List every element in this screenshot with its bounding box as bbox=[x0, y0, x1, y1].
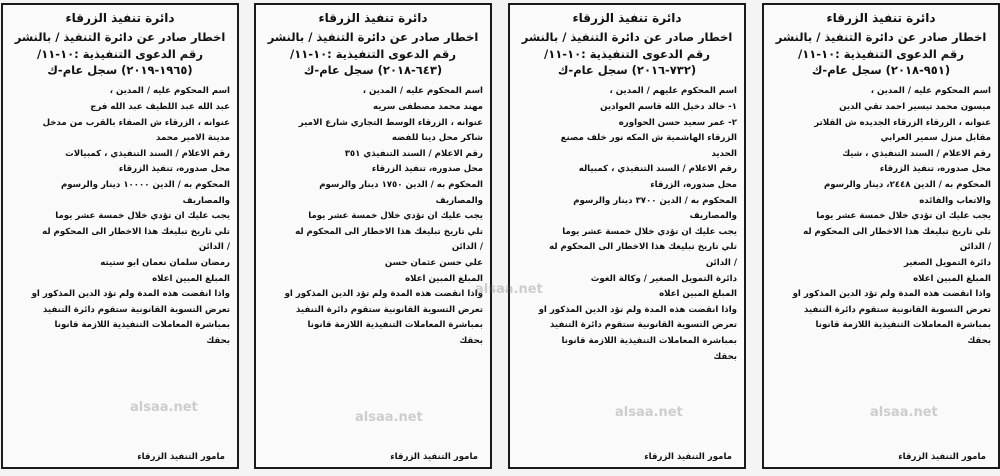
watermark: alsaa.net bbox=[615, 405, 683, 420]
notice-line: يجب عليك ان تؤدي خلال خمسة عشر يوما bbox=[562, 226, 737, 237]
notice-title: دائرة تنفيذ الزرقاء bbox=[65, 11, 175, 25]
notice-line: المبلغ المبين اعلاه bbox=[913, 273, 991, 284]
notice-footer: مامور التنفيذ الزرقاء bbox=[644, 452, 732, 462]
notice-line: مهند محمد مصطفى سريه bbox=[373, 102, 483, 112]
notice-line: يجب عليك ان تؤدي خلال خمسة عشر يوما bbox=[816, 211, 991, 222]
notice-line: المبلغ المبين اعلاه bbox=[405, 273, 483, 284]
notice-line: تعرض التسوية القانونية ستقوم دائرة التنفيذ bbox=[549, 320, 737, 331]
notice-line: عنوانه ، الزرقاء الوسط التجاري شارع الامير bbox=[298, 117, 483, 128]
notice-line: والمصاريف bbox=[435, 195, 483, 206]
notice-line: بحقك bbox=[967, 335, 991, 346]
notice-line: بحقك bbox=[206, 335, 230, 346]
notice-line: يجب عليك ان تؤدي خلال خمسة عشر يوما bbox=[308, 211, 483, 222]
notice-line: عنوانه ، الزرقاء ش الصفاء بالقرب من مدخل bbox=[42, 117, 230, 128]
notice-line: رقم الاعلام / السند التنفيذي ٣٥١ bbox=[344, 148, 483, 159]
notice-line: عبد الله عبد اللطيف عبد الله فرج bbox=[90, 102, 230, 112]
case-label: رقم الدعوى التنفيذية :١٠-١١/ bbox=[798, 46, 964, 61]
notice-line: / الدائن bbox=[705, 257, 737, 268]
notice-3 bbox=[254, 3, 492, 469]
notice-footer: مامور التنفيذ الزرقاء bbox=[898, 452, 986, 462]
notice-line: المحكوم به / الدين ٢٤٤٨، دينار والرسوم bbox=[823, 179, 991, 190]
notice-subtitle: اخطار صادر عن دائرة التنفيذ / بالنشر bbox=[521, 29, 733, 44]
notice-line: ١- خالد دخيل الله قاسم العوادين bbox=[600, 102, 737, 112]
notice-line: / الدائن bbox=[198, 242, 230, 253]
notice-line: تلي تاريخ تبليغك هذا الاخطار الى المحكوم له bbox=[803, 226, 991, 237]
notice-subtitle: اخطار صادر عن دائرة التنفيذ / بالنشر bbox=[267, 29, 479, 44]
notice-line: بمباشرة المعاملات التنفيذية اللازمة قانونا bbox=[54, 320, 230, 331]
notice-line: الحديد bbox=[711, 148, 737, 159]
notice-line: ميسون محمد تيسير احمد تقي الدين bbox=[839, 102, 991, 112]
notice-line: يجب عليك ان تؤدي خلال خمسة عشر يوما bbox=[55, 211, 230, 222]
notice-line: محل صدوره، تنفيذ الزرقاء bbox=[371, 164, 483, 175]
notice-line: محل صدوره، الزرقاء bbox=[650, 179, 737, 190]
notice-line: المبلغ المبين اعلاه bbox=[659, 289, 737, 300]
notice-line: / الدائن bbox=[451, 242, 483, 253]
notice-body bbox=[771, 84, 991, 349]
notice-line: مقابل منزل سمير العرابي bbox=[880, 133, 991, 144]
notice-line: بحقك bbox=[713, 351, 737, 362]
notice-line: رقم الاعلام / السند التنفيذي ، كمبياله bbox=[578, 164, 737, 175]
notice-line: عنوانه ، الزرقاء الزرقاء الجديده ش القلاتر bbox=[814, 117, 991, 128]
notice-subtitle: اخطار صادر عن دائرة التنفيذ / بالنشر bbox=[14, 29, 226, 44]
notice-line: بمباشرة المعاملات التنفيذية اللازمة قانونا bbox=[307, 320, 483, 331]
notice-line: والمصاريف bbox=[689, 211, 737, 222]
case-label: رقم الدعوى التنفيذية :١٠-١١/ bbox=[290, 46, 456, 61]
notice-line: دائرة التمويل الصغير / وكالة الغوث bbox=[590, 273, 737, 284]
notice-line: شاكر محل دينا للفضه bbox=[391, 133, 483, 144]
notice-body bbox=[263, 84, 483, 349]
notice-2 bbox=[508, 3, 746, 469]
notice-title: دائرة تنفيذ الزرقاء bbox=[572, 11, 682, 25]
case-number: (٩٥١-٢٠١٨) سجل عام-ك bbox=[811, 63, 951, 78]
notice-title: دائرة تنفيذ الزرقاء bbox=[826, 11, 936, 25]
notice-line: رقم الاعلام / السند التنفيذي ، شيك bbox=[842, 148, 991, 159]
case-label: رقم الدعوى التنفيذية :١٠-١١/ bbox=[544, 46, 710, 61]
notice-line: اسم المحكوم عليهم / المدين ، bbox=[609, 86, 737, 97]
notice-line: دائرة التمويل الصغير bbox=[903, 257, 991, 268]
notice-line: رمضان سلمان نعمان ابو ستيته bbox=[100, 257, 230, 268]
notice-line: الزرقاء الهاشمية ش المكه نور خلف مصنع bbox=[560, 133, 737, 144]
notice-1 bbox=[762, 3, 1000, 469]
notice-line: المبلغ المبين اعلاه bbox=[152, 273, 230, 284]
notice-line: المحكوم به / الدين ١٧٥٠ دينار والرسوم bbox=[319, 179, 483, 190]
notice-line: محل صدوره، تنفيذ الزرقاء bbox=[118, 164, 230, 175]
notice-line: رقم الاعلام / السند التنفيذي ، كمبيالات bbox=[65, 148, 230, 159]
notice-line: تعرض التسوية القانونية ستقوم دائرة التنفيذ bbox=[803, 304, 991, 315]
notice-subtitle: اخطار صادر عن دائرة التنفيذ / بالنشر bbox=[775, 29, 987, 44]
notice-line: / الدائن bbox=[959, 242, 991, 253]
notice-line: والمصاريف bbox=[182, 195, 230, 206]
notice-body bbox=[10, 84, 230, 349]
notice-line: علي حسن عثمان حسن bbox=[384, 257, 483, 268]
notice-footer: مامور التنفيذ الزرقاء bbox=[137, 452, 225, 462]
notice-line: واذا انقضت هذه المدة ولم تؤد الدين المذكور او bbox=[792, 289, 991, 300]
case-number: (١٩٦٥-٢٠١٩) سجل عام-ك bbox=[47, 63, 193, 78]
watermark: alsaa.net bbox=[355, 410, 423, 425]
notice-line: بمباشرة المعاملات التنفيذية اللازمة قانونا bbox=[815, 320, 991, 331]
notice-title: دائرة تنفيذ الزرقاء bbox=[318, 11, 428, 25]
case-number: (٦٤٣-٢٠١٨) سجل عام-ك bbox=[303, 63, 443, 78]
watermark: alsaa.net bbox=[130, 400, 198, 415]
notice-line: تلي تاريخ تبليغك هذا الاخطار الى المحكوم له bbox=[549, 242, 737, 253]
notice-line: بحقك bbox=[459, 335, 483, 346]
notice-line: محل صدوره، تنفيذ الزرقاء bbox=[879, 164, 991, 175]
notice-line: واذا انقضت هذه المدة ولم تؤد الدين المذكور او bbox=[538, 304, 737, 315]
notice-line: المحكوم به / الدين ١٠٠٠٠ دينار والرسوم bbox=[61, 179, 230, 190]
notice-line: اسم المحكوم عليه / المدين ، bbox=[362, 86, 483, 97]
notice-line: تلي تاريخ تبليغك هذا الاخطار الى المحكوم له bbox=[42, 226, 230, 237]
notice-line: ٢- عمر سعيد حسن الحواوره bbox=[618, 117, 737, 128]
notice-body bbox=[517, 84, 737, 365]
case-label: رقم الدعوى التنفيذية :١٠-١١/ bbox=[37, 46, 203, 61]
notice-4 bbox=[1, 3, 239, 469]
watermark: alsaa.net bbox=[870, 405, 938, 420]
notice-line: اسم المحكوم عليه / المدين ، bbox=[109, 86, 230, 97]
notice-footer: مامور التنفيذ الزرقاء bbox=[390, 452, 478, 462]
notice-line: تلي تاريخ تبليغك هذا الاخطار الى المحكوم له bbox=[295, 226, 483, 237]
notice-line: مدينة الامير محمد bbox=[156, 133, 230, 144]
notice-line: واذا انقضت هذه المدة ولم تؤد الدين المذكور او bbox=[31, 289, 230, 300]
notice-line: واذا انقضت هذه المدة ولم تؤد الدين المذكور او bbox=[284, 289, 483, 300]
watermark: alsaa.net bbox=[475, 282, 543, 297]
notice-line: بمباشرة المعاملات التنفيذية اللازمة قانونا bbox=[561, 335, 737, 346]
notice-line: تعرض التسوية القانونية ستقوم دائرة التنفيذ bbox=[42, 304, 230, 315]
case-number: (٧٣٢-٢٠١٦) سجل عام-ك bbox=[557, 63, 697, 78]
notice-line: تعرض التسوية القانونية ستقوم دائرة التنفيذ bbox=[295, 304, 483, 315]
notice-line: المحكوم به / الدين ٣٧٠٠ دينار والرسوم bbox=[573, 195, 737, 206]
notice-line: والاتعاب والفائده bbox=[919, 195, 991, 206]
notice-line: اسم المحكوم عليه / المدين ، bbox=[870, 86, 991, 97]
